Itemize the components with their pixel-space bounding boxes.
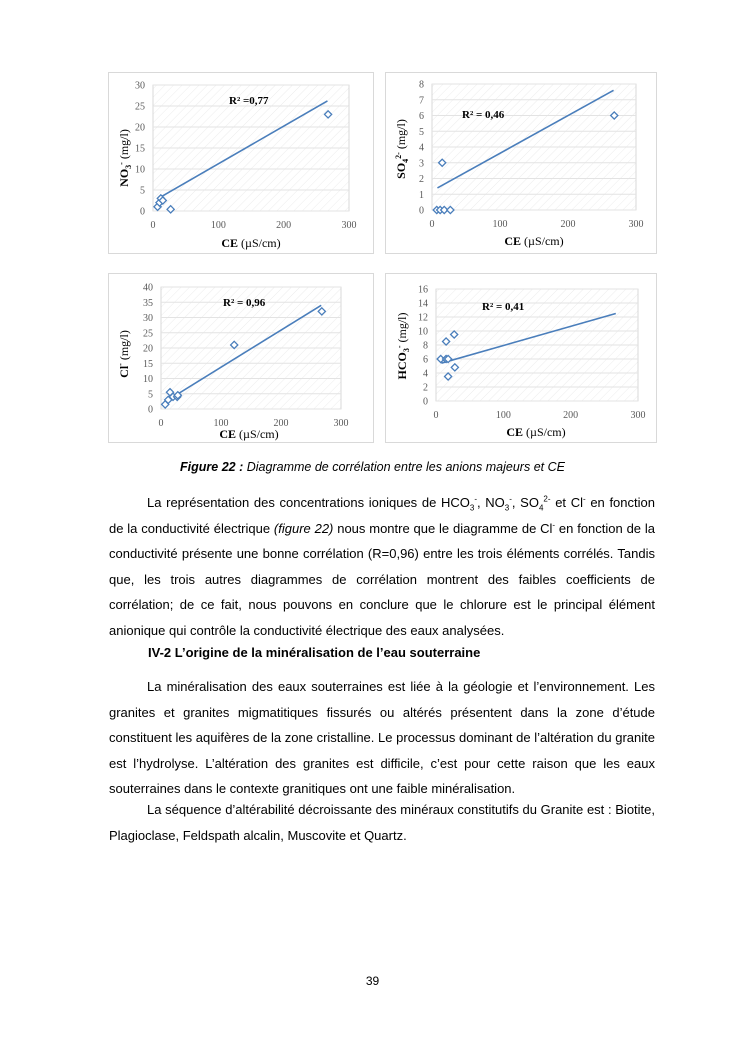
text-run: et Cl [550,495,583,510]
figure-caption-text: Diagramme de corrélation entre les anions majeurs et CE [246,460,565,474]
y-axis-title: $SO_4^{2-}$ (mg/l) [394,119,410,179]
subscript: 4 [538,503,544,513]
y-tick-label: 4 [419,142,424,154]
y-tick-label: 30 [143,313,153,324]
y-tick-label: 0 [419,205,424,217]
r-squared-label: R² = 0,41 [482,301,525,313]
x-tick-label: 300 [333,418,349,429]
text-run: nous montre que le diagramme de Cl [333,520,553,536]
chart-no3-svg [109,73,373,253]
section-heading: IV-2 L’origine de la minéralisation de l’eau souterraine [148,645,481,660]
text-run: en fonction de la conductivité présente une bonne corrélation (R=0,96) entre les trois éléments corrélés. Tandis que, les trois autres diagrammes de corrélation montrent des faibles coefficients de corrélation; de ce fait, nous pouvons en conclure que le chlorure est le principal élément anionique qui contrôle la conductivité électrique des eaux analysées. [109,520,655,638]
y-tick-label: 5 [419,126,424,138]
x-tick-label: 100 [495,410,511,421]
chart-so4-svg [386,73,656,253]
chart-no3 [108,72,374,254]
y-tick-label: 2 [419,174,424,185]
y-tick-label: 20 [143,343,153,355]
y-tick-label: 2 [423,382,428,394]
y-tick-label: 6 [423,354,428,366]
y-tick-label: 0 [148,404,153,416]
y-tick-label: 3 [419,158,424,170]
y-tick-label: 10 [135,164,145,176]
y-tick-label: 40 [143,282,153,294]
y-axis-title: $HCO_3^-$ (mg/l) [395,312,411,380]
x-tick-label: 300 [341,220,357,231]
x-tick-label: 100 [210,220,226,231]
y-tick-label: 4 [423,368,428,380]
y-tick-label: 8 [423,340,428,352]
text-run: La représentation des concentrations ioniques de HCO [147,495,470,510]
y-tick-label: 12 [418,312,428,324]
chart-cl-svg [109,274,373,442]
x-tick-label: 300 [628,219,644,230]
y-tick-label: 16 [418,284,428,296]
y-axis-title: $NO_3^-$ (mg/l) [117,129,133,187]
chart-so4 [385,72,657,254]
y-tick-label: 10 [418,326,428,338]
superscript: - [509,494,512,504]
figure-label: Figure 22 : [180,460,244,474]
x-tick-label: 0 [433,410,439,421]
x-tick-label: 0 [429,219,435,230]
figure-reference: (figure 22) [273,520,334,536]
x-tick-label: 200 [563,410,579,421]
x-axis-title: CE (µS/cm) [506,425,566,439]
x-axis-title: CE (µS/cm) [219,427,279,441]
y-tick-label: 0 [423,396,428,408]
x-tick-label: 0 [158,418,164,429]
y-tick-label: 5 [148,389,153,401]
y-tick-label: 14 [418,298,428,310]
x-tick-label: 100 [492,219,508,230]
y-axis-title: Cl- (mg/l) [116,330,131,378]
figure-caption [0,460,745,474]
superscript: - [582,494,586,504]
y-tick-label: 7 [419,95,424,107]
y-tick-label: 10 [143,374,153,385]
paragraph-mineralisation [109,674,655,802]
chart-cl [108,273,374,443]
y-tick-label: 8 [419,79,424,91]
x-axis-title: CE (µS/cm) [504,234,564,248]
x-axis-title: CE (µS/cm) [221,236,281,250]
r-squared-label: R² = 0,46 [462,109,505,121]
text-run: en fonction de la conductivité électrique [109,495,655,536]
y-tick-label: 15 [143,358,153,370]
text-run: La séquence d’altérabilité décroissante des minéraux constitutifs du Granite est : Biotite, Plagioclase, Feldspath alcalin, Muscovite et Quartz. [109,802,655,843]
text-run: , SO [511,495,539,510]
x-tick-label: 0 [150,220,156,231]
x-tick-label: 200 [273,418,289,429]
chart-hco3 [385,273,657,443]
text-run: La minéralisation des eaux souterraines est liée à la géologie et l’environnement. Les granites et granites migmatitiques fissurés ou altérés présentent dans la zone d’étude constituent les aquifères de la zone cristalline. Le processus dominant de l’altération du granite est l’hydrolyse. L’altération des granites est difficile, c’est pour cette raison que les eaux souterraines dans le contexte granitiques ont une faible minéralisation. [109,679,655,796]
x-tick-label: 300 [630,410,646,421]
text-run: , NO [476,495,505,510]
x-tick-label: 200 [276,220,292,231]
y-tick-label: 15 [135,143,145,155]
y-tick-label: 6 [419,111,424,122]
x-tick-label: 200 [560,219,576,230]
y-tick-label: 25 [135,101,145,113]
y-tick-label: 20 [135,122,145,134]
superscript: - [474,494,477,504]
paragraph-alterability [109,797,655,848]
r-squared-label: R² =0,77 [229,95,269,107]
subscript: 3 [469,503,475,513]
y-tick-label: 35 [143,297,153,309]
superscript: 2- [543,494,551,504]
chart-hco3-svg [386,274,656,442]
y-tick-label: 0 [140,206,145,218]
y-tick-label: 30 [135,80,145,92]
x-tick-label: 100 [213,418,229,429]
superscript: - [552,520,556,530]
subscript: 3 [504,503,510,513]
r-squared-label: R² = 0,96 [223,297,266,309]
y-tick-label: 25 [143,328,153,340]
page-number: 39 [365,974,380,988]
y-tick-label: 5 [140,185,145,197]
paragraph-correlation [109,490,655,643]
y-tick-label: 1 [419,189,424,201]
